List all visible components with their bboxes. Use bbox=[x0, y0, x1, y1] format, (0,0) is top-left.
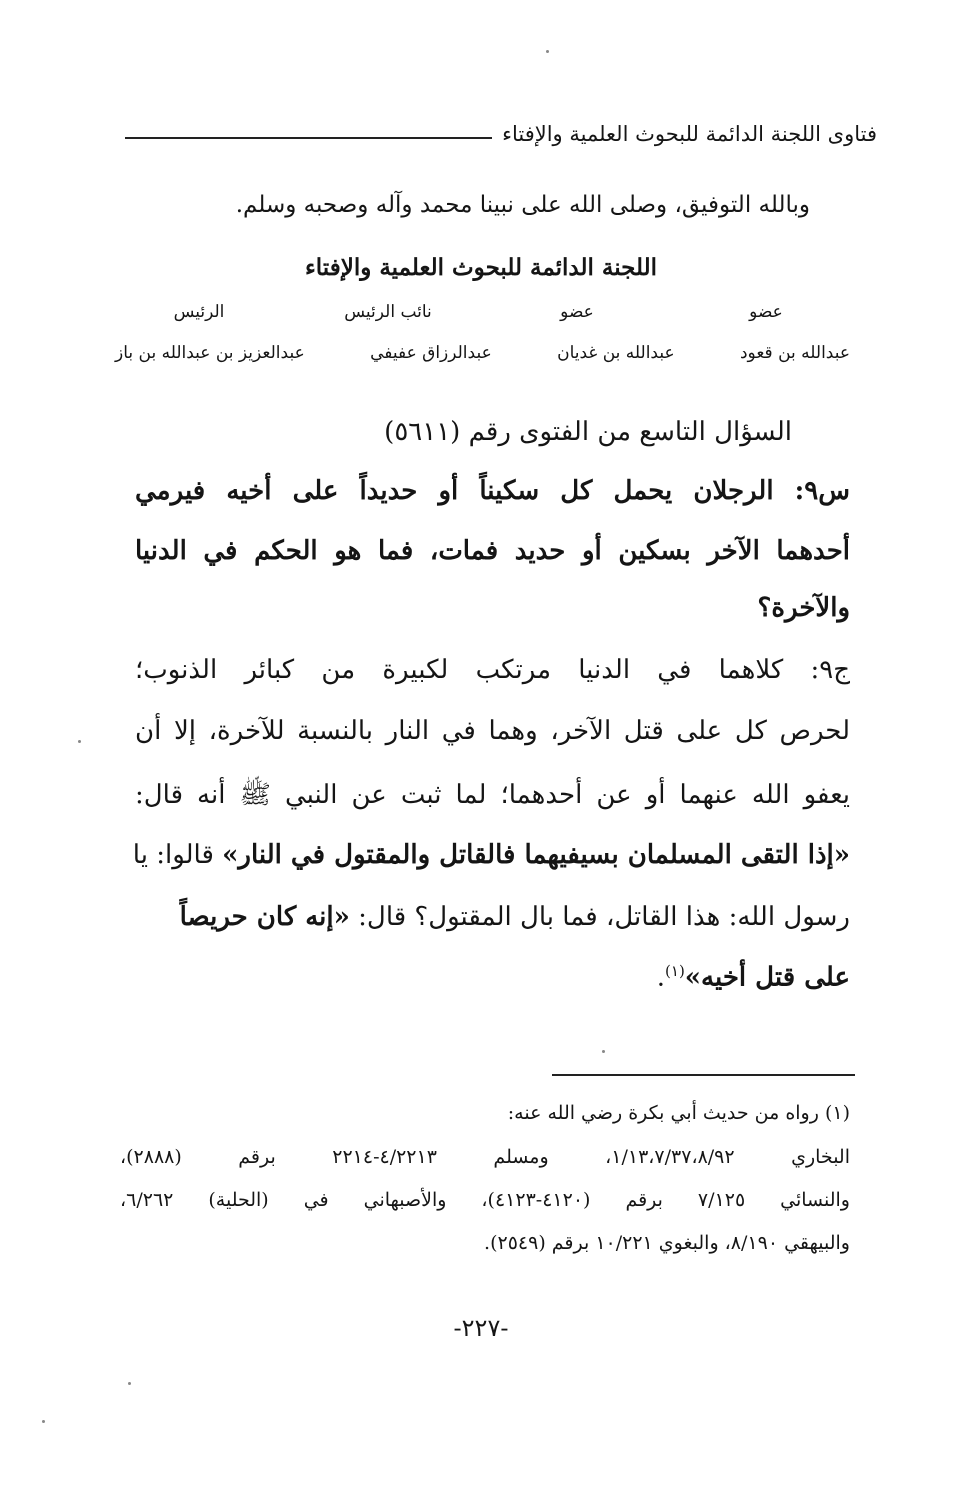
hadith-quote-2-end: على قتل أخيه» bbox=[684, 962, 850, 993]
scan-speck bbox=[42, 1420, 45, 1423]
member-name-3: عبدالرزاق عفيفي bbox=[370, 343, 492, 363]
question-line-1: س٩: الرجلان يحمل كل سكيناً أو حديداً على أخيه فيرمي bbox=[135, 476, 850, 506]
header-title: فتاوى اللجنة الدائمة للبحوث العلمية والإفتاء bbox=[502, 122, 877, 146]
question-line-2: أحدهما الآخر بسكين أو حديد فمات، فما هو الحكم في الدنيا bbox=[135, 536, 850, 566]
header-rule bbox=[125, 137, 492, 139]
page-number: -٢٢٧- bbox=[453, 1314, 509, 1342]
answer-line-5 bbox=[135, 902, 850, 932]
hadith-quote-1: «إذا التقى المسلمان بسيفيهما فالقاتل والمقتول في النار» bbox=[222, 840, 850, 870]
footnote-line-1: (١) رواه من حديث أبي بكرة رضي الله عنه: bbox=[507, 1102, 850, 1124]
answer-line-4-rest: قالوا: يا bbox=[132, 840, 223, 870]
answer-line-2: لحرص كل على قتل الآخر، وهما في النار بالنسبة للآخرة، إلا أن bbox=[135, 716, 850, 746]
member-name-2: عبدالله بن غديان bbox=[557, 343, 675, 363]
footnote-line-3: والنسائي ٧/١٢٥ برقم (٤١٢٠-٤١٢٣)، والأصبهاني في (الحلية) ٦/٢٦٢، bbox=[120, 1189, 850, 1211]
member-name-4: عبدالعزيز بن عبدالله بن باز bbox=[115, 343, 305, 363]
question-title: السؤال التاسع من الفتوى رقم (٥٦١١) bbox=[384, 417, 792, 447]
scan-speck bbox=[602, 1050, 605, 1053]
footnote-line-4: والبيهقي ٨/١٩٠، والبغوي ١٠/٢٢١ برقم (٢٥٤٩). bbox=[484, 1232, 850, 1254]
role-member-1: عضو bbox=[749, 302, 783, 322]
role-vice-chairman: نائب الرئيس bbox=[344, 302, 432, 322]
answer-line-1: ج٩: كلاهما في الدنيا مرتكب لكبيرة من كبائر الذنوب؛ bbox=[135, 655, 850, 685]
footnote-marker: (١) bbox=[665, 962, 685, 980]
signature-names bbox=[115, 343, 850, 363]
answer-line-6-end: . bbox=[656, 962, 666, 993]
role-chairman: الرئيس bbox=[173, 302, 225, 322]
role-member-2: عضو bbox=[560, 302, 594, 322]
answer-line-5-plain: رسول الله: هذا القاتل، فما بال المقتول؟ قال: bbox=[349, 902, 850, 932]
hadith-quote-2: «إنه كان حريصاً bbox=[179, 902, 350, 932]
footnote-rule bbox=[552, 1074, 855, 1076]
answer-line-3: يعفو الله عنهما أو عن أحدهما؛ لما ثبت عن النبي ﷺ أنه قال: bbox=[135, 780, 850, 810]
scan-speck bbox=[546, 50, 549, 53]
running-header bbox=[125, 116, 877, 152]
member-name-1: عبدالله بن قعود bbox=[739, 343, 850, 363]
closing-line: وبالله التوفيق، وصلى الله على نبينا محمد وآله وصحبه وسلم. bbox=[235, 192, 810, 218]
scan-speck bbox=[128, 1382, 131, 1385]
signature-roles bbox=[115, 302, 850, 322]
answer-line-4 bbox=[132, 840, 850, 870]
question-line-3: والآخرة؟ bbox=[757, 593, 850, 623]
committee-name: اللجنة الدائمة للبحوث العلمية والإفتاء bbox=[304, 254, 658, 281]
scan-speck bbox=[78, 740, 81, 743]
answer-line-6 bbox=[135, 962, 850, 993]
footnote-line-2: البخاري ١/١٣،٧/٣٧،٨/٩٢، ومسلم ٤/٢٢١٣-٢٢١٤ برقم (٢٨٨٨)، bbox=[120, 1146, 850, 1168]
